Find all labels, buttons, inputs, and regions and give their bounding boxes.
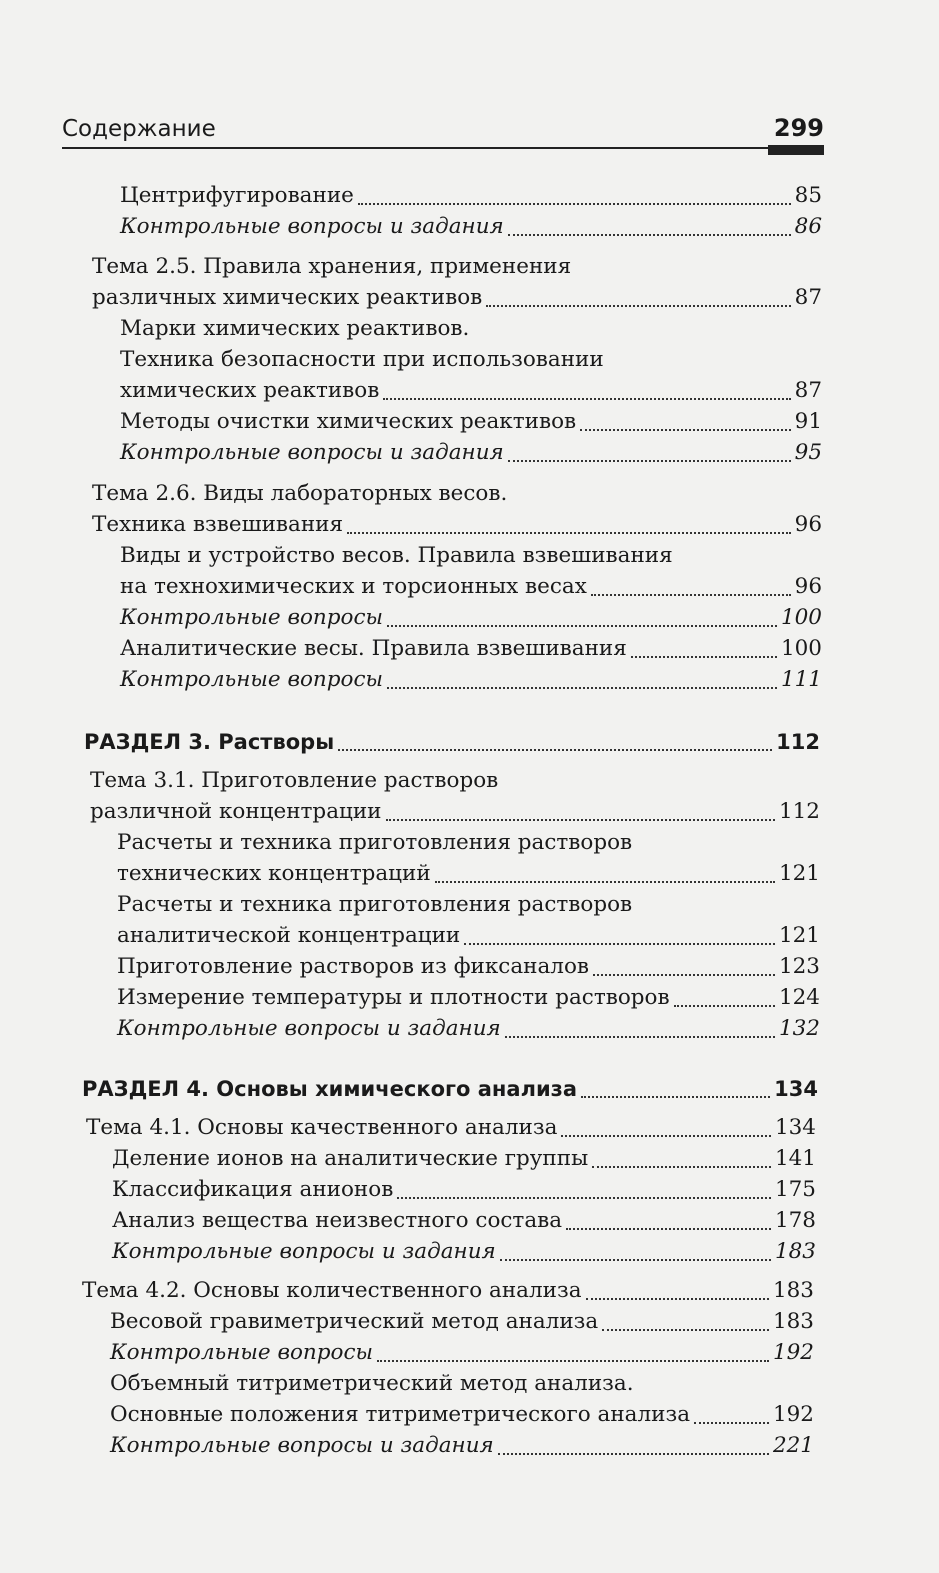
toc-section: РАЗДЕЛ 3. Растворы 112	[84, 730, 820, 754]
toc-subtitle: Расчеты и техника приготовления растворов	[117, 830, 633, 855]
toc-entry: Центрифугирование 85	[120, 183, 822, 208]
toc-entry: Деление ионов на аналитические группы 141	[112, 1146, 816, 1171]
toc-entry-questions: Контрольные вопросы 192	[110, 1340, 814, 1365]
toc-entry: Методы очистки химических реактивов 91	[120, 409, 822, 434]
toc-entry: Приготовление растворов из фиксаналов 123	[117, 954, 820, 979]
toc-section: РАЗДЕЛ 4. Основы химического анализа 134	[82, 1077, 818, 1101]
header-rule-block	[768, 145, 824, 155]
toc-entry: Аналитические весы. Правила взвешивания 100	[120, 636, 822, 661]
toc-subtitle: Техника безопасности при использовании	[120, 347, 604, 372]
running-head: Содержание	[62, 116, 216, 142]
toc-entry: Весовой гравиметрический метод анализа 183	[110, 1309, 814, 1334]
toc-entry: Классификация анионов 175	[112, 1177, 816, 1202]
toc-subtitle: Объемный титриметрический метод анализа.	[110, 1371, 634, 1396]
toc-entry: Анализ вещества неизвестного состава 178	[112, 1208, 816, 1233]
toc-entry: различной концентрации 112	[90, 799, 820, 824]
toc-topic-title: Тема 3.1. Приготовление растворов	[90, 768, 499, 793]
toc-entry-questions: Контрольные вопросы и задания 95	[120, 440, 822, 465]
toc-subtitle: Расчеты и техника приготовления растворов	[117, 892, 633, 917]
toc-entry: аналитической концентрации 121	[117, 923, 820, 948]
toc-entry-questions: Контрольные вопросы и задания 132	[117, 1016, 820, 1041]
toc-entry: различных химических реактивов 87	[92, 285, 822, 310]
toc-entry: химических реактивов 87	[120, 378, 822, 403]
toc-subtitle: Марки химических реактивов.	[120, 316, 470, 341]
toc-entry-questions: Контрольные вопросы и задания 183	[112, 1239, 816, 1264]
toc-entry-questions: Контрольные вопросы 100	[120, 605, 822, 630]
page-number: 299	[773, 114, 824, 142]
toc-entry-questions: Контрольные вопросы 111	[120, 667, 822, 692]
toc-topic-title: Тема 2.5. Правила хранения, применения	[92, 254, 572, 279]
toc-subtitle: Виды и устройство весов. Правила взвешивания	[120, 543, 673, 568]
toc-entry: Тема 4.1. Основы качественного анализа 134	[86, 1115, 816, 1140]
toc-entry: Техника взвешивания 96	[92, 512, 822, 537]
toc-entry: Основные положения титриметрического анализа 192	[110, 1402, 814, 1427]
toc-topic-title: Тема 2.6. Виды лабораторных весов.	[92, 481, 508, 506]
toc-entry: технических концентраций 121	[117, 861, 820, 886]
toc-entry: на технохимических и торсионных весах 96	[120, 574, 822, 599]
toc-entry: Измерение температуры и плотности растворов 124	[117, 985, 820, 1010]
toc-entry: Тема 4.2. Основы количественного анализа 183	[82, 1278, 814, 1303]
toc-entry-questions: Контрольные вопросы и задания 221	[110, 1433, 814, 1458]
page-header	[62, 112, 824, 158]
header-rule	[62, 147, 824, 149]
toc-entry-questions: Контрольные вопросы и задания 86	[120, 214, 822, 239]
